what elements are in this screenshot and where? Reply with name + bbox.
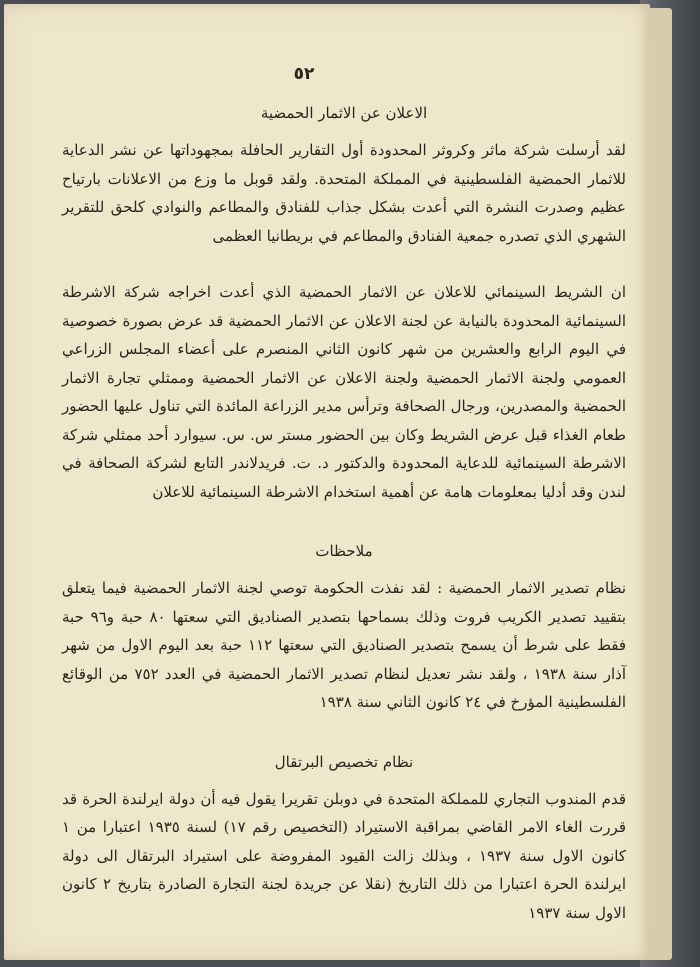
section-title-citrus-advertising: الاعلان عن الاثمار الحمضية: [260, 104, 428, 122]
section-title-orange-quota: نظام تخصيص البرتقال: [274, 752, 414, 771]
paragraph-mather-crowther-report: لقد أرسلت شركة ماثر وكروثر المحدودة أول التقارير الحافلة بمجهوداتها عن نشر الدعاية للاثمار الحمضية الفلسطينية في المملكة المتحدة. ولقد قوبل ما وزع من الاعلانات بارتياح عظيم وصدرت النشرة التي أعدت بشكل جذاب للفنادق والمطاعم والنوادي كلحق للتقرير الشهري الذي تصدره جمعية الفنادق والمطاعم في بريطانيا العظمى: [62, 141, 626, 245]
paragraph-export-regulation: نظام تصدير الاثمار الحمضية : لقد نفذت الحكومة توصي لجنة الاثمار الحمضية فيما يتعلق بتقييد تصدير الكريب فروت وذلك بسماحها بتصدير الصناديق التي سعتها ٨٠ حبة و٩٦ حبة فقط على شرط أن يسمح بتصدير الصناديق التي سعتها ١١٢ حبة بعد اليوم الاول من شهر آذار سنة ١٩٣٨ ، ولقد نشر تعديل لنظام تصدير الاثمار الحمضية في العدد ٧٥٢ من الوقائع الفلسطينية المؤرخ في ٢٤ كانون الثاني سنة ١٩٣٨: [62, 579, 626, 711]
paragraph-cinema-film: ان الشريط السينمائي للاعلان عن الاثمار الحمضية الذي أعدت اخراجه شركة الاشرطة السينمائية المحدودة بالنيابة عن لجنة الاعلان عن الاثمار الحمضية قد عرض بصورة خصوصية في اليوم الرابع والعشرين من شهر كانون الثاني المنصرم على أعضاء المجلس الزراعي العمومي ولجنة الاثمار الحمضية ولجنة الاعلان عن الاثمار الحمضية وممثلي تجارة الاثمار الحمضية والمصدرين، ورجال الصحافة وترأس مدير الزراعة المائدة التي تناول عليها الحضور طعام الغذاء قبل عرض الشريط وكان بين الحضور مستر س. س. سيوارد أحد ممثلي شركة الاشرطة السينمائية للدعاية المحدودة والدكتور د. ت. فريدلاندر التابع لشركة الصحافة في لندن وقد أدليا بمعلومات هامة عن أهمية استخدام الاشرطة السينمائية للاعلان: [62, 283, 626, 501]
page-content: [62, 58, 626, 955]
book-page: [4, 4, 650, 960]
page-number: ٥٢: [293, 64, 315, 84]
section-title-notes: ملاحظات: [315, 542, 373, 560]
paragraph-irish-free-state: قدم المندوب التجاري للمملكة المتحدة في دوبلن تقريرا يقول فيه أن دولة ايرلندة الحرة قد قررت الغاء الامر القاضي بمراقبة الاستيراد (التخصيص رقم ١٧) لسنة ١٩٣٥ اعتبارا من ١ كانون الاول سنة ١٩٣٧ ، وبذلك زالت القيود المفروضة على استيراد البرتقال الى دولة ايرلندة الحرة اعتبارا من ذلك التاريخ (نقلا عن جريدة لجنة التجارة الصادرة بتاريخ ٢ كانون الاول سنة ١٩٣٧: [62, 789, 626, 922]
